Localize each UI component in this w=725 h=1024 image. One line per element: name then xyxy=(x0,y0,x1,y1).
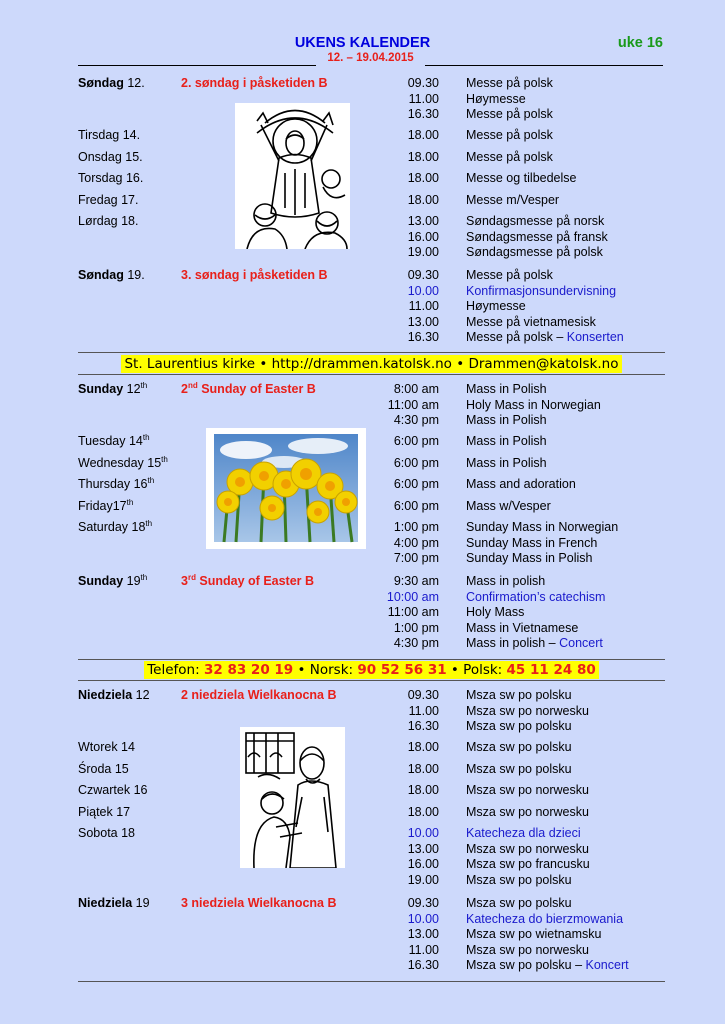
service-name: Søndagsmesse på norsk xyxy=(466,214,605,228)
service-name: Mass in Polish xyxy=(466,382,547,396)
service-event xyxy=(466,604,524,620)
service-time: 16.00 xyxy=(407,229,439,244)
service-time: 16.30 xyxy=(407,958,439,972)
service-row xyxy=(0,91,725,107)
service-note: Konserten xyxy=(566,330,624,344)
service-name: Msza sw po polsku – xyxy=(466,958,586,972)
service-event xyxy=(466,314,596,330)
service-time: 13.00 xyxy=(407,314,439,329)
feast-name: Sunday of Easter B xyxy=(195,574,315,588)
service-name: Messe på polsk xyxy=(466,268,553,282)
service-time: 18.00 xyxy=(407,740,439,754)
service-name: Katecheza dla dzieci xyxy=(466,826,581,840)
service-event xyxy=(466,476,576,492)
day-label xyxy=(78,75,145,91)
service-name: Søndagsmesse på fransk xyxy=(466,229,608,244)
day-row xyxy=(0,687,725,703)
day-suffix: th xyxy=(140,572,148,582)
service-event xyxy=(466,739,572,755)
service-time: 19.00 xyxy=(407,872,439,887)
service-row xyxy=(0,397,725,413)
page-title: UKENS KALENDER xyxy=(294,35,431,51)
feast-label xyxy=(181,687,337,703)
day-name: Søndag xyxy=(78,76,124,90)
day-row xyxy=(0,895,725,911)
service-name: Msza sw po polsku xyxy=(466,872,572,887)
service-name: Mass in Vietnamese xyxy=(466,620,579,635)
day-label xyxy=(78,149,143,165)
service-time: 4:30 pm xyxy=(393,413,439,427)
service-event xyxy=(466,957,629,973)
service-row xyxy=(0,550,725,566)
phone-number-polsk: 45 11 24 80 xyxy=(506,662,596,678)
service-row xyxy=(0,718,725,734)
feast-label xyxy=(181,75,328,91)
day-label xyxy=(78,573,147,589)
day-name: Piątek 17 xyxy=(78,805,131,819)
service-name: Sunday Mass in Norwegian xyxy=(466,520,619,534)
day-suffix: th xyxy=(142,432,150,442)
feast-suffix: nd xyxy=(187,380,198,390)
service-time: 18.00 xyxy=(407,193,439,207)
service-name: Mass in Polish xyxy=(466,456,547,470)
feast-label xyxy=(181,381,316,397)
service-time: 13.00 xyxy=(407,927,439,941)
feast-name: 2 niedziela Wielkanocna B xyxy=(181,688,337,702)
service-event xyxy=(466,573,545,589)
service-event xyxy=(466,412,547,428)
service-event xyxy=(466,91,526,107)
service-event xyxy=(466,381,547,397)
service-row xyxy=(0,620,725,636)
day-date: 12. xyxy=(123,76,145,90)
service-event xyxy=(466,535,597,551)
service-name: Msza sw po polsku xyxy=(466,896,572,910)
divider xyxy=(78,981,665,982)
service-name: Sunday Mass in Polish xyxy=(466,551,593,565)
service-time: 11.00 xyxy=(408,91,439,106)
day-label xyxy=(78,519,152,535)
day-label xyxy=(78,498,133,514)
day-label xyxy=(78,739,135,755)
week-label: uke 16 xyxy=(617,35,663,51)
service-time: 16.30 xyxy=(407,107,439,121)
day-name: Sobota 18 xyxy=(78,826,135,840)
info-bar-text: St. Laurentius kirke • http://drammen.katolsk.no • Drammen@katolsk.no xyxy=(121,355,621,373)
service-name: Confirmation’s catechism xyxy=(466,589,606,604)
service-row xyxy=(0,412,725,428)
service-event xyxy=(466,872,572,888)
day-label xyxy=(78,804,130,820)
day-label xyxy=(78,433,150,449)
service-time: 10.00 xyxy=(407,911,439,926)
service-time: 16.30 xyxy=(407,330,439,344)
service-time: 09.30 xyxy=(407,896,439,910)
day-row xyxy=(0,381,725,397)
day-row xyxy=(0,192,725,208)
service-event xyxy=(466,267,553,283)
service-time: 10.00 xyxy=(407,283,439,298)
service-event xyxy=(466,761,572,777)
service-event xyxy=(466,550,592,566)
service-time: 6:00 pm xyxy=(393,456,439,470)
day-label xyxy=(78,761,129,777)
divider xyxy=(78,352,665,353)
service-time: 18.00 xyxy=(407,150,439,164)
day-date: 12 xyxy=(123,382,141,396)
day-row xyxy=(0,761,725,777)
service-time: 18.00 xyxy=(407,128,439,142)
feast-number: 3 xyxy=(181,574,188,588)
service-name: Msza sw po norwesku xyxy=(466,805,589,819)
service-event xyxy=(466,498,551,514)
service-event xyxy=(466,926,601,942)
service-event xyxy=(466,589,605,605)
service-name: Mass in polish xyxy=(466,574,546,588)
day-name: Tuesday 14 xyxy=(78,434,143,448)
service-name: Sunday Mass in French xyxy=(466,535,598,550)
day-label xyxy=(78,476,154,492)
day-label xyxy=(78,213,138,229)
day-date: 19. xyxy=(123,268,145,282)
day-row xyxy=(0,519,725,535)
service-event xyxy=(466,911,623,927)
day-name: Niedziela xyxy=(78,896,133,910)
day-name: Friday17 xyxy=(78,499,127,513)
day-row xyxy=(0,573,725,589)
day-label xyxy=(78,381,147,397)
service-time: 6:00 pm xyxy=(393,477,439,491)
day-name: Lørdag 18. xyxy=(78,214,139,228)
service-event xyxy=(466,106,553,122)
phone-number-norsk: 90 52 56 31 xyxy=(357,662,447,678)
feast-name: 3 niedziela Wielkanocna B xyxy=(181,896,337,910)
service-time: 11.00 xyxy=(408,703,439,718)
service-time: 1:00 pm xyxy=(393,520,439,534)
divider xyxy=(78,374,665,375)
day-label xyxy=(78,455,168,471)
day-name: Saturday 18 xyxy=(78,520,146,534)
service-time: 11:00 am xyxy=(387,605,439,619)
service-time: 11.00 xyxy=(408,942,439,957)
day-row xyxy=(0,782,725,798)
service-event xyxy=(466,635,603,651)
service-time: 09.30 xyxy=(407,268,439,282)
day-label xyxy=(78,895,150,911)
day-name: Fredag 17. xyxy=(78,193,139,207)
service-time: 11.00 xyxy=(408,299,439,313)
service-row xyxy=(0,314,725,330)
day-label xyxy=(78,782,147,798)
service-row xyxy=(0,589,725,605)
day-label xyxy=(78,687,150,703)
service-name: Mass w/Vesper xyxy=(466,499,551,513)
service-name: Messe på polsk xyxy=(466,76,553,90)
service-row xyxy=(0,911,725,927)
service-event xyxy=(466,782,589,798)
phone-label-polsk: • Polsk: xyxy=(446,662,507,678)
service-event xyxy=(466,841,589,857)
day-row xyxy=(0,739,725,755)
service-event xyxy=(466,192,559,208)
service-time: 8:00 am xyxy=(393,382,439,396)
service-name: Messe på polsk xyxy=(466,107,553,121)
service-row xyxy=(0,283,725,299)
service-event xyxy=(466,519,618,535)
service-row xyxy=(0,298,725,314)
service-name: Msza sw po norwesku xyxy=(466,703,589,718)
service-name: Messe på vietnamesisk xyxy=(466,314,596,329)
service-event xyxy=(466,329,624,345)
service-event xyxy=(466,825,581,841)
service-event xyxy=(466,433,547,449)
service-name: Msza sw po polsku xyxy=(466,740,572,754)
day-name: Torsdag 16. xyxy=(78,171,144,185)
divider xyxy=(78,680,665,681)
day-label xyxy=(78,825,135,841)
service-time: 18.00 xyxy=(407,171,439,185)
service-time: 6:00 pm xyxy=(393,434,439,448)
service-name: Msza sw po wietnamsku xyxy=(466,927,602,941)
day-row xyxy=(0,267,725,283)
service-name: Messe på polsk – xyxy=(466,330,567,344)
service-event xyxy=(466,895,572,911)
service-row xyxy=(0,703,725,719)
service-note: Koncert xyxy=(585,958,629,972)
service-event xyxy=(466,687,572,703)
service-time: 10:00 am xyxy=(386,589,439,604)
date-range: 12. – 19.04.2015 xyxy=(327,52,414,64)
day-name: Sunday xyxy=(78,574,124,588)
service-event xyxy=(466,620,578,636)
day-name: Søndag xyxy=(78,268,124,282)
day-name: Sunday xyxy=(78,382,124,396)
service-time: 13.00 xyxy=(407,214,439,228)
feast-name: 2. søndag i påsketiden B xyxy=(181,76,328,90)
service-name: Søndagsmesse på polsk xyxy=(466,245,603,259)
service-row xyxy=(0,535,725,551)
service-event xyxy=(466,229,608,245)
service-name: Messe og tilbedelse xyxy=(466,171,577,185)
service-time: 1:00 pm xyxy=(393,620,439,635)
day-name: Czwartek 16 xyxy=(78,783,148,797)
service-name: Høymesse xyxy=(466,299,526,313)
service-row xyxy=(0,841,725,857)
service-time: 18.00 xyxy=(407,762,439,776)
day-label xyxy=(78,267,145,283)
service-name: Katecheza do bierzmowania xyxy=(466,911,624,926)
service-time: 4:30 pm xyxy=(393,636,439,650)
service-time: 18.00 xyxy=(407,783,439,797)
day-date: 12 xyxy=(132,688,150,702)
day-row xyxy=(0,498,725,514)
feast-name: Sunday of Easter B xyxy=(197,382,316,396)
service-row xyxy=(0,872,725,888)
day-label xyxy=(78,127,140,143)
service-event xyxy=(466,283,616,299)
service-time: 6:00 pm xyxy=(393,499,439,513)
service-row xyxy=(0,926,725,942)
day-name: Tirsdag 14. xyxy=(78,128,141,142)
service-row xyxy=(0,229,725,245)
day-label xyxy=(78,170,143,186)
service-event xyxy=(466,244,603,260)
service-name: Msza sw po norwesku xyxy=(466,841,589,856)
service-row xyxy=(0,856,725,872)
service-event xyxy=(466,804,589,820)
service-time: 16.00 xyxy=(407,857,439,871)
service-event xyxy=(466,298,526,314)
phone-label-main: Telefon: xyxy=(147,662,204,678)
day-row xyxy=(0,149,725,165)
service-event xyxy=(466,213,604,229)
service-name: Msza sw po francusku xyxy=(466,857,590,871)
service-name: Høymesse xyxy=(466,91,526,106)
service-event xyxy=(466,149,553,165)
day-name: Onsdag 15. xyxy=(78,150,143,164)
day-suffix: th xyxy=(140,380,148,390)
day-row xyxy=(0,825,725,841)
service-name: Mass in polish – xyxy=(466,636,560,650)
service-name: Holy Mass xyxy=(466,605,525,619)
service-event xyxy=(466,75,553,91)
service-event xyxy=(466,718,572,734)
service-name: Msza sw po polsku xyxy=(466,762,572,776)
phone-label-norsk: • Norsk: xyxy=(293,662,358,678)
day-row xyxy=(0,213,725,229)
service-event xyxy=(466,856,590,872)
phone-number-main: 32 83 20 19 xyxy=(203,662,294,678)
service-time: 13.00 xyxy=(407,841,439,856)
day-name: Środa 15 xyxy=(78,762,129,776)
service-time: 16.30 xyxy=(407,719,439,733)
service-name: Messe m/Vesper xyxy=(466,193,560,207)
day-suffix: th xyxy=(145,518,153,528)
day-row xyxy=(0,127,725,143)
service-event xyxy=(466,703,589,719)
feast-label xyxy=(181,895,337,911)
service-event xyxy=(466,127,553,143)
service-name: Mass in Polish xyxy=(466,434,547,448)
service-row xyxy=(0,635,725,651)
service-event xyxy=(466,170,576,186)
service-name: Messe på polsk xyxy=(466,150,553,164)
service-event xyxy=(466,942,589,958)
service-time: 18.00 xyxy=(407,805,439,819)
day-row xyxy=(0,476,725,492)
service-row xyxy=(0,329,725,345)
day-row xyxy=(0,170,725,186)
service-time: 11:00 am xyxy=(387,397,439,412)
service-row xyxy=(0,244,725,260)
service-name: Msza sw po polsku xyxy=(466,688,572,702)
day-name: Wtorek 14 xyxy=(78,740,135,754)
service-row xyxy=(0,942,725,958)
service-event xyxy=(466,397,601,413)
service-name: Mass in Polish xyxy=(466,413,547,427)
day-suffix: th xyxy=(126,497,134,507)
service-time: 19.00 xyxy=(407,245,439,259)
service-row xyxy=(0,106,725,122)
service-name: Holy Mass in Norwegian xyxy=(466,397,601,412)
service-row xyxy=(0,957,725,973)
service-name: Konfirmasjonsundervisning xyxy=(466,283,617,298)
day-suffix: th xyxy=(161,454,168,464)
service-name: Mass and adoration xyxy=(466,477,576,491)
service-time: 4:00 pm xyxy=(393,535,439,550)
feast-label xyxy=(181,267,328,283)
feast-label xyxy=(181,573,314,589)
service-row xyxy=(0,604,725,620)
feast-number: 2 xyxy=(181,382,188,396)
day-name: Wednesday 15 xyxy=(78,456,162,470)
service-event xyxy=(466,455,547,471)
day-name: Thursday 16 xyxy=(78,477,148,491)
service-name: Messe på polsk xyxy=(466,128,553,142)
service-name: Msza sw po norwesku xyxy=(466,783,589,797)
day-date: 19 xyxy=(123,574,141,588)
phone-bar xyxy=(78,660,665,680)
service-time: 7:00 pm xyxy=(393,551,439,565)
service-name: Msza sw po polsku xyxy=(466,719,572,733)
day-label xyxy=(78,192,138,208)
day-row xyxy=(0,75,725,91)
service-time: 10.00 xyxy=(407,826,439,840)
service-time: 09.30 xyxy=(407,688,439,702)
feast-suffix: rd xyxy=(187,572,196,582)
service-time: 9:30 am xyxy=(393,574,439,588)
info-bar xyxy=(78,354,665,374)
day-row xyxy=(0,804,725,820)
service-time: 09.30 xyxy=(407,76,439,90)
day-row xyxy=(0,433,725,449)
service-name: Msza sw po norwesku xyxy=(466,942,589,957)
feast-name: 3. søndag i påsketiden B xyxy=(181,268,328,282)
service-note: Concert xyxy=(559,636,603,650)
day-row xyxy=(0,455,725,471)
day-date: 19 xyxy=(132,896,150,910)
day-name: Niedziela xyxy=(78,688,133,702)
day-suffix: th xyxy=(147,475,155,485)
date-range-line xyxy=(78,52,663,66)
